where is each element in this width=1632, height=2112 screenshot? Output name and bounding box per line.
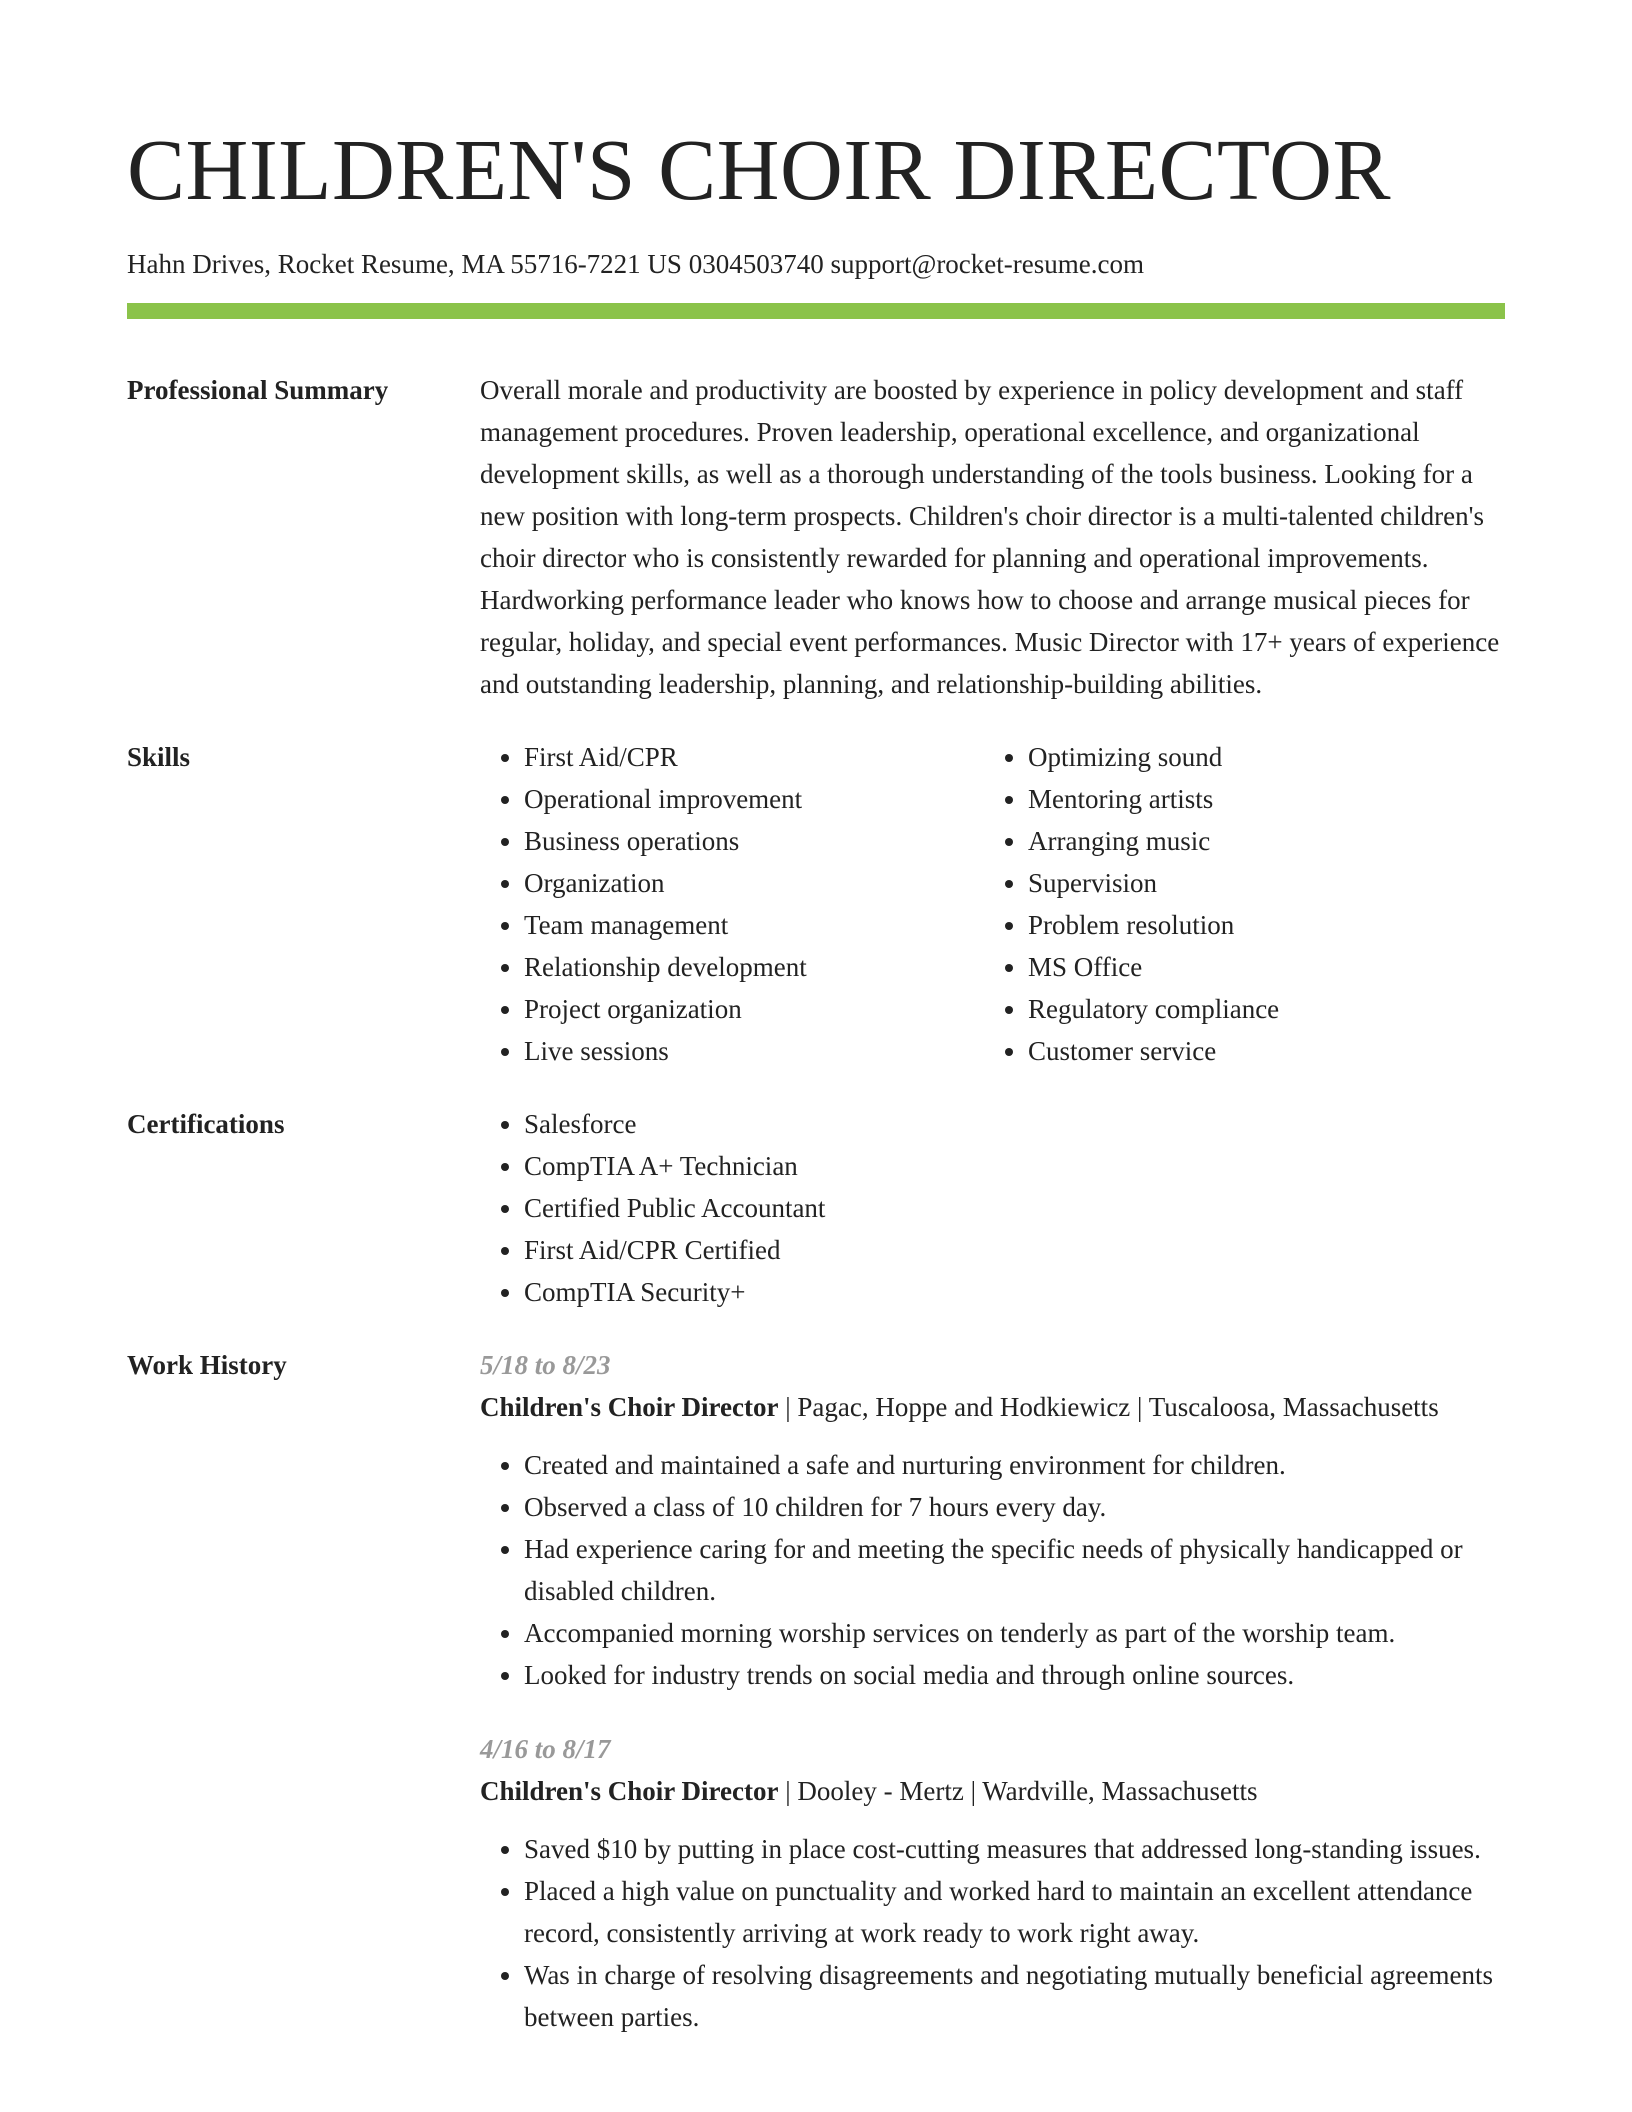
skill-item: • Relationship development	[524, 946, 984, 988]
skill-item: • Operational improvement	[524, 778, 984, 820]
certification-item: • Salesforce	[524, 1103, 1505, 1145]
certification-item: • First Aid/CPR Certified	[524, 1229, 1505, 1271]
skill-item: • Optimizing sound	[1028, 736, 1488, 778]
job-details: | Pagac, Hoppe and Hodkiewicz | Tuscaloosa, Massachusetts	[778, 1392, 1439, 1422]
contact-line: Hahn Drives, Rocket Resume, MA 55716-7221 US 0304503740 support@rocket-resume.com	[127, 249, 1144, 279]
section-label-work-history: Work History	[127, 1350, 287, 1380]
skill-item: • Team management	[524, 904, 984, 946]
job-entry	[480, 1728, 1505, 2038]
work-history-section	[127, 1344, 1505, 2038]
section-label-certifications: Certifications	[127, 1109, 285, 1139]
skills-column-1	[480, 736, 984, 1072]
skill-item: • Mentoring artists	[1028, 778, 1488, 820]
job-bullet: • Had experience caring for and meeting the specific needs of physically handicapped or disabled children.	[524, 1528, 1505, 1612]
job-bullet: • Was in charge of resolving disagreements and negotiating mutually beneficial agreements between parties.	[524, 1954, 1505, 2038]
skills-section	[127, 736, 1505, 1072]
job-title: Children's Choir Director	[480, 1776, 779, 1806]
skills-column-2	[984, 736, 1488, 1072]
skill-item: • Regulatory compliance	[1028, 988, 1488, 1030]
skill-item: • Live sessions	[524, 1030, 984, 1072]
skill-item: • First Aid/CPR	[524, 736, 984, 778]
skill-item: • Customer service	[1028, 1030, 1488, 1072]
certification-item: • Certified Public Accountant	[524, 1187, 1505, 1229]
skill-item: • Organization	[524, 862, 984, 904]
job-dates: 4/16 to 8/17	[480, 1734, 611, 1764]
resume-page	[127, 120, 1505, 2038]
job-heading	[480, 1386, 1505, 1428]
certification-item: • CompTIA Security+	[524, 1271, 1505, 1313]
skill-item: • MS Office	[1028, 946, 1488, 988]
skill-item: • Supervision	[1028, 862, 1488, 904]
job-title: Children's Choir Director	[480, 1392, 779, 1422]
section-label-summary: Professional Summary	[127, 375, 389, 405]
job-bullet: • Accompanied morning worship services on tenderly as part of the worship team.	[524, 1612, 1505, 1654]
job-bullet: • Observed a class of 10 children for 7 hours every day.	[524, 1486, 1505, 1528]
section-label-skills: Skills	[127, 742, 191, 772]
certifications-section	[127, 1103, 1505, 1313]
job-heading	[480, 1770, 1505, 1812]
job-details: | Dooley - Mertz | Wardville, Massachusetts	[778, 1776, 1258, 1806]
skill-item: • Problem resolution	[1028, 904, 1488, 946]
skill-item: • Arranging music	[1028, 820, 1488, 862]
job-entry	[480, 1344, 1505, 1696]
summary-text: Overall morale and productivity are boosted by experience in policy development and staff management procedures. Proven leadership, operational excellence, and organizational development skills, as well as a thorough understanding of the tools business. Looking for a new position with long-term prospects. Children's choir director is a multi-talented children's choir director who is consistently rewarded for planning and operational improvements. Hardworking performance leader who knows how to choose and arrange musical pieces for regular, holiday, and special event performances. Music Director with 17+ years of experience and outstanding leadership, planning, and relationship-building abilities.	[480, 375, 1500, 699]
header-divider	[127, 303, 1505, 319]
certification-item: • CompTIA A+ Technician	[524, 1145, 1505, 1187]
professional-summary-section	[127, 369, 1505, 705]
job-dates: 5/18 to 8/23	[480, 1350, 611, 1380]
job-bullet: • Looked for industry trends on social media and through online sources.	[524, 1654, 1505, 1696]
resume-title: CHILDREN'S CHOIR DIRECTOR	[127, 121, 1391, 218]
job-bullet: • Created and maintained a safe and nurturing environment for children.	[524, 1444, 1505, 1486]
skill-item: • Project organization	[524, 988, 984, 1030]
skill-item: • Business operations	[524, 820, 984, 862]
job-bullet: • Saved $10 by putting in place cost-cutting measures that addressed long-standing issues.	[524, 1828, 1505, 1870]
job-bullet: • Placed a high value on punctuality and worked hard to maintain an excellent attendance record, consistently arriving at work ready to work right away.	[524, 1870, 1505, 1954]
